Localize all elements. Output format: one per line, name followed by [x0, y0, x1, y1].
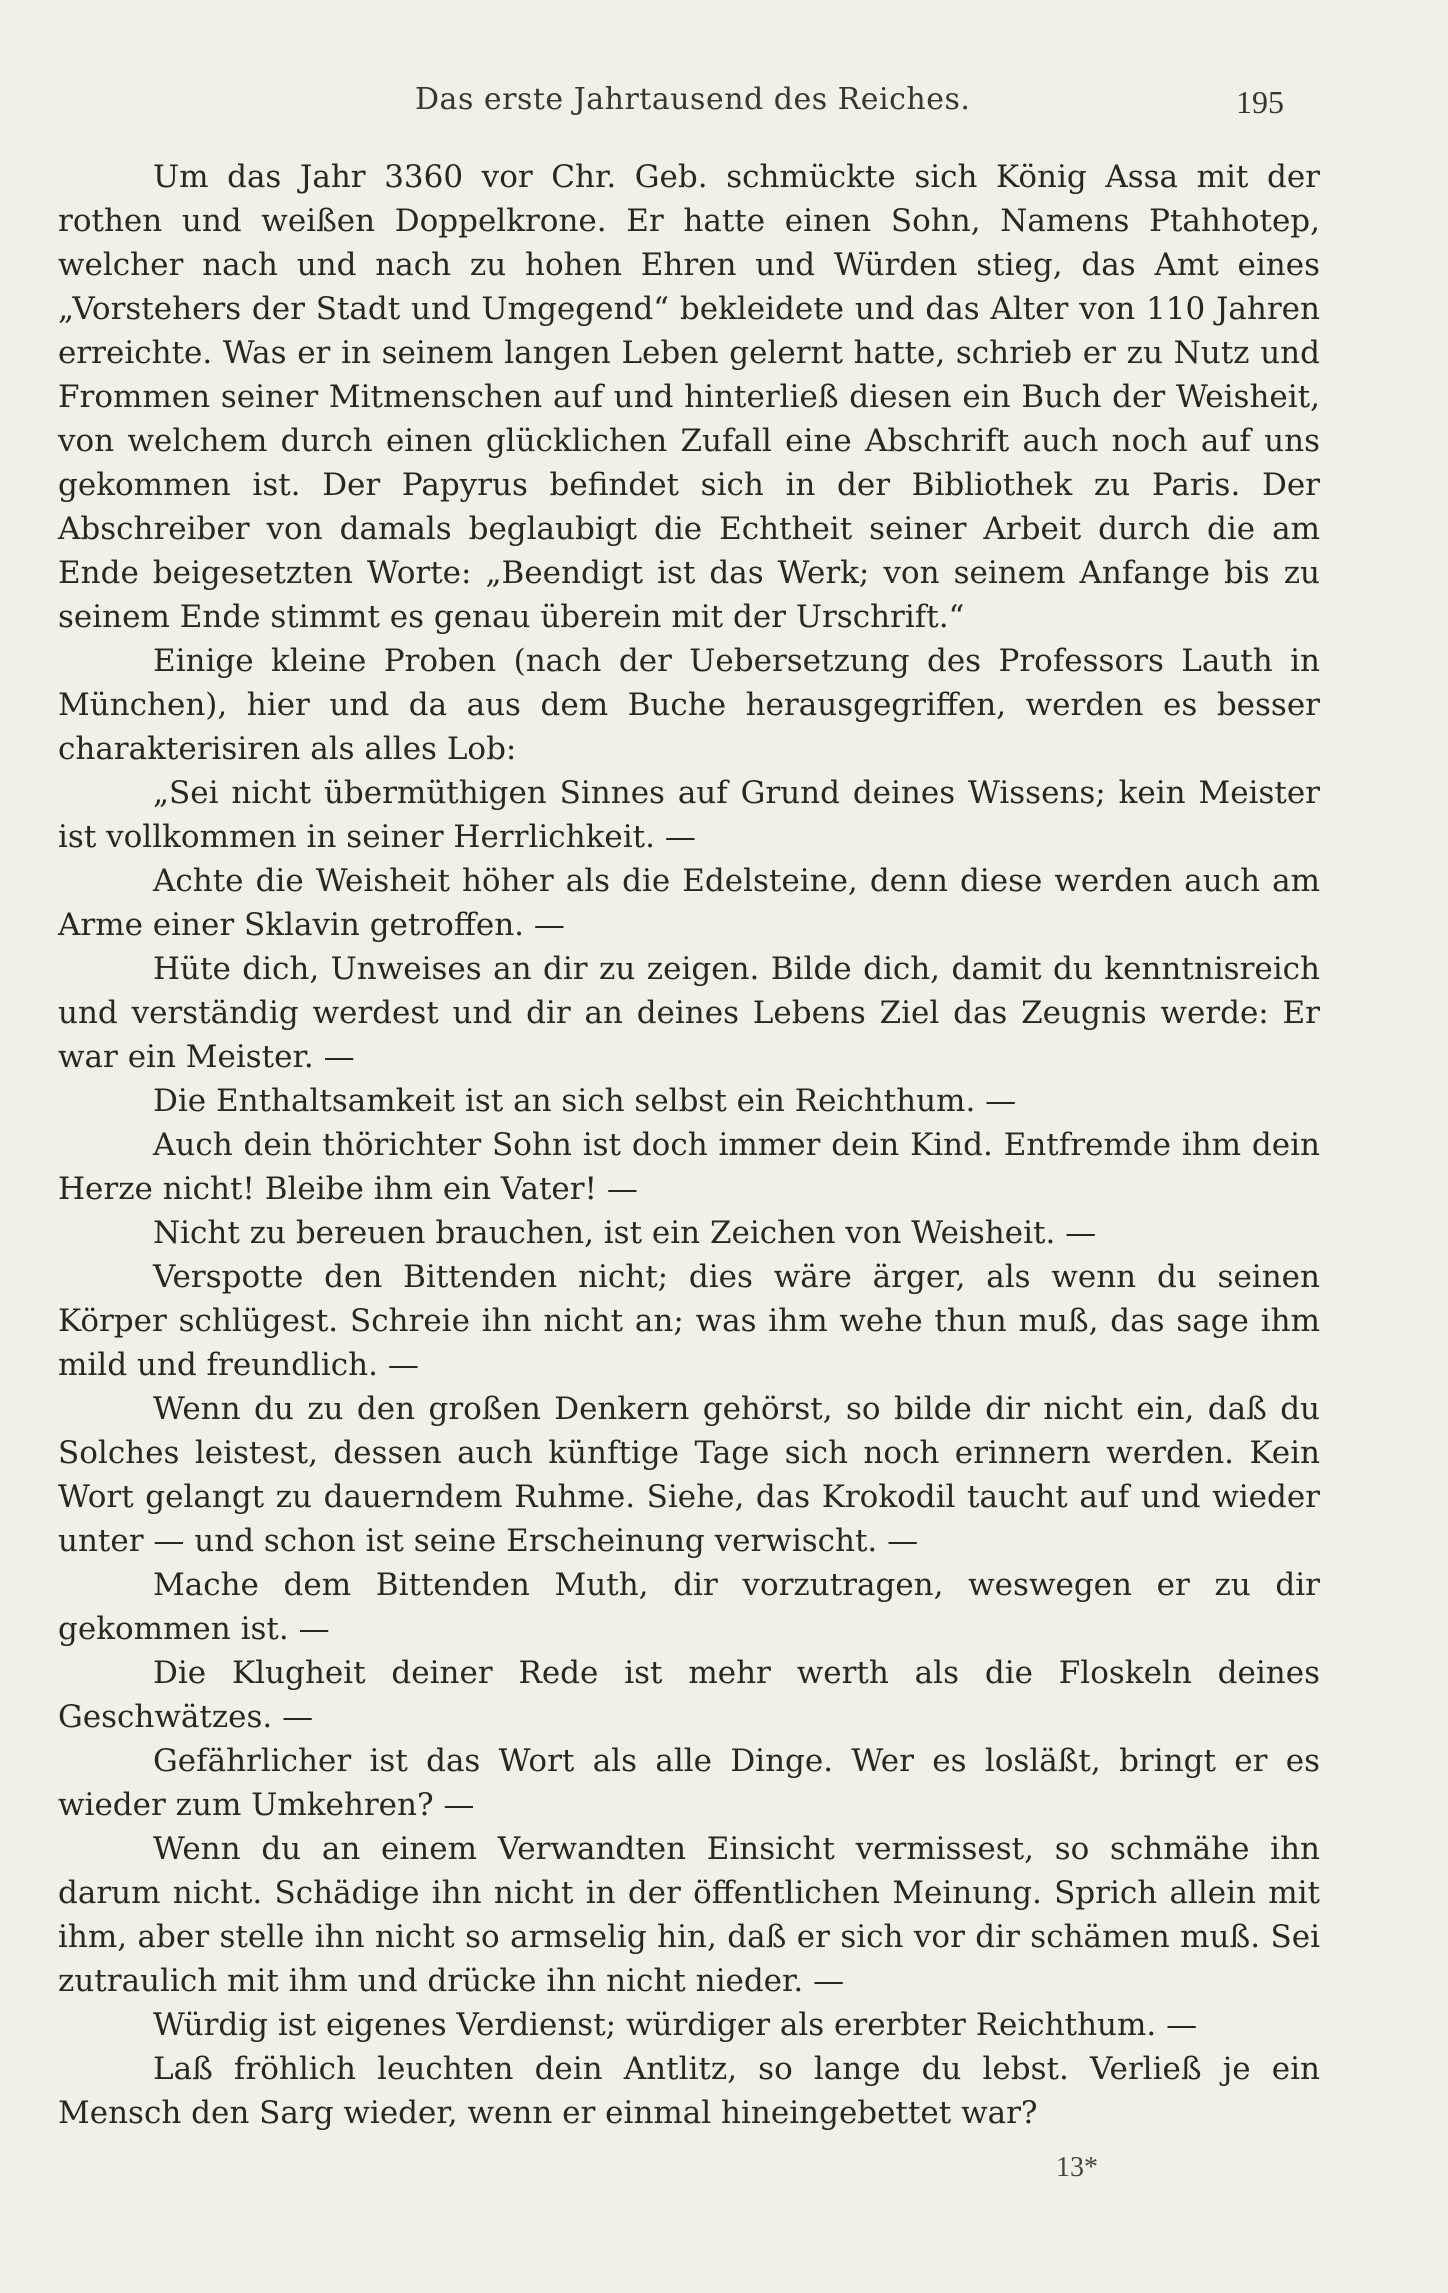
paragraph: Einige kleine Proben (nach der Uebersetzung des Professors Lauth in München), hier und da aus dem Buche herausgegriffen, werden es besser charakterisiren als alles Lob:	[58, 643, 1320, 767]
quote-paragraph: Auch dein thörichter Sohn ist doch immer dein Kind. Entfremde ihm dein Herze nicht! Bleibe ihm ein Vater! —	[58, 1127, 1320, 1207]
quote-paragraph: Laß fröhlich leuchten dein Antlitz, so lange du lebst. Verließ je ein Mensch den Sarg wieder, wenn er einmal hineingebettet war?	[58, 2051, 1320, 2131]
quote-paragraph: Hüte dich, Unweises an dir zu zeigen. Bilde dich, damit du kenntnisreich und verständig werdest und dir an deines Lebens Ziel das Zeugnis werde: Er war ein Meister. —	[58, 951, 1320, 1075]
paragraph: Um das Jahr 3360 vor Chr. Geb. schmückte sich König Assa mit der rothen und weißen Doppelkrone. Er hatte einen Sohn, Namens Ptahhotep, welcher nach und nach zu hohen Ehren und Würden stieg, das Amt eines „Vorstehers der Stadt und Umgegend“ bekleidete und das Alter von 110 Jahren erreichte. Was er in seinem langen Leben gelernt hatte, schrieb er zu Nutz und Frommen seiner Mitmenschen auf und hinterließ diesen ein Buch der Weisheit, von welchem durch einen glücklichen Zufall eine Abschrift auch noch auf uns gekommen ist. Der Papyrus befindet sich in der Bibliothek zu Paris. Der Abschreiber von damals beglaubigt die Echtheit seiner Arbeit durch die am Ende beigesetzten Worte: „Beendigt ist das Werk; von seinem Anfange bis zu seinem Ende stimmt es genau überein mit der Urschrift.“	[58, 159, 1320, 635]
printer-signature: 13*	[1056, 2152, 1098, 2183]
quote-paragraph: Achte die Weisheit höher als die Edelsteine, denn diese werden auch am Arme einer Sklavin getroffen. —	[58, 863, 1320, 943]
quote-paragraph: Würdig ist eigenes Verdienst; würdiger als ererbter Reichthum. —	[153, 2007, 1198, 2043]
quote-paragraph: „Sei nicht übermüthigen Sinnes auf Grund deines Wissens; kein Meister ist vollkommen in seiner Herrlichkeit. —	[58, 775, 1320, 855]
running-title: Das erste Jahrtausend des Reiches.	[415, 82, 971, 117]
quote-paragraph: Mache dem Bittenden Muth, dir vorzutragen, weswegen er zu dir gekommen ist. —	[58, 1567, 1320, 1647]
quote-paragraph: Gefährlicher ist das Wort als alle Dinge. Wer es losläßt, bringt er es wieder zum Umkehren? —	[58, 1743, 1320, 1823]
quote-paragraph: Die Enthaltsamkeit ist an sich selbst ein Reichthum. —	[153, 1083, 1017, 1119]
quote-paragraph: Wenn du zu den großen Denkern gehörst, so bilde dir nicht ein, daß du Solches leistest, dessen auch künftige Tage sich noch erinnern werden. Kein Wort gelangt zu dauerndem Ruhme. Siehe, das Krokodil taucht auf und wieder unter — und schon ist seine Erscheinung verwischt. —	[58, 1391, 1320, 1559]
quote-paragraph: Nicht zu bereuen brauchen, ist ein Zeichen von Weisheit. —	[153, 1215, 1097, 1251]
quote-paragraph: Wenn du an einem Verwandten Einsicht vermissest, so schmähe ihn darum nicht. Schädige ihn nicht in der öffentlichen Meinung. Sprich allein mit ihm, aber stelle ihn nicht so armselig hin, daß er sich vor dir schämen muß. Sei zutraulich mit ihm und drücke ihn nicht nieder. —	[58, 1831, 1320, 1999]
body-text	[58, 155, 1320, 2135]
quote-paragraph: Die Klugheit deiner Rede ist mehr werth als die Floskeln deines Geschwätzes. —	[58, 1655, 1320, 1735]
quote-paragraph: Verspotte den Bittenden nicht; dies wäre ärger, als wenn du seinen Körper schlügest. Schreie ihn nicht an; was ihm wehe thun muß, das sage ihm mild und freundlich. —	[58, 1259, 1320, 1383]
page-number: 195	[1236, 84, 1284, 120]
